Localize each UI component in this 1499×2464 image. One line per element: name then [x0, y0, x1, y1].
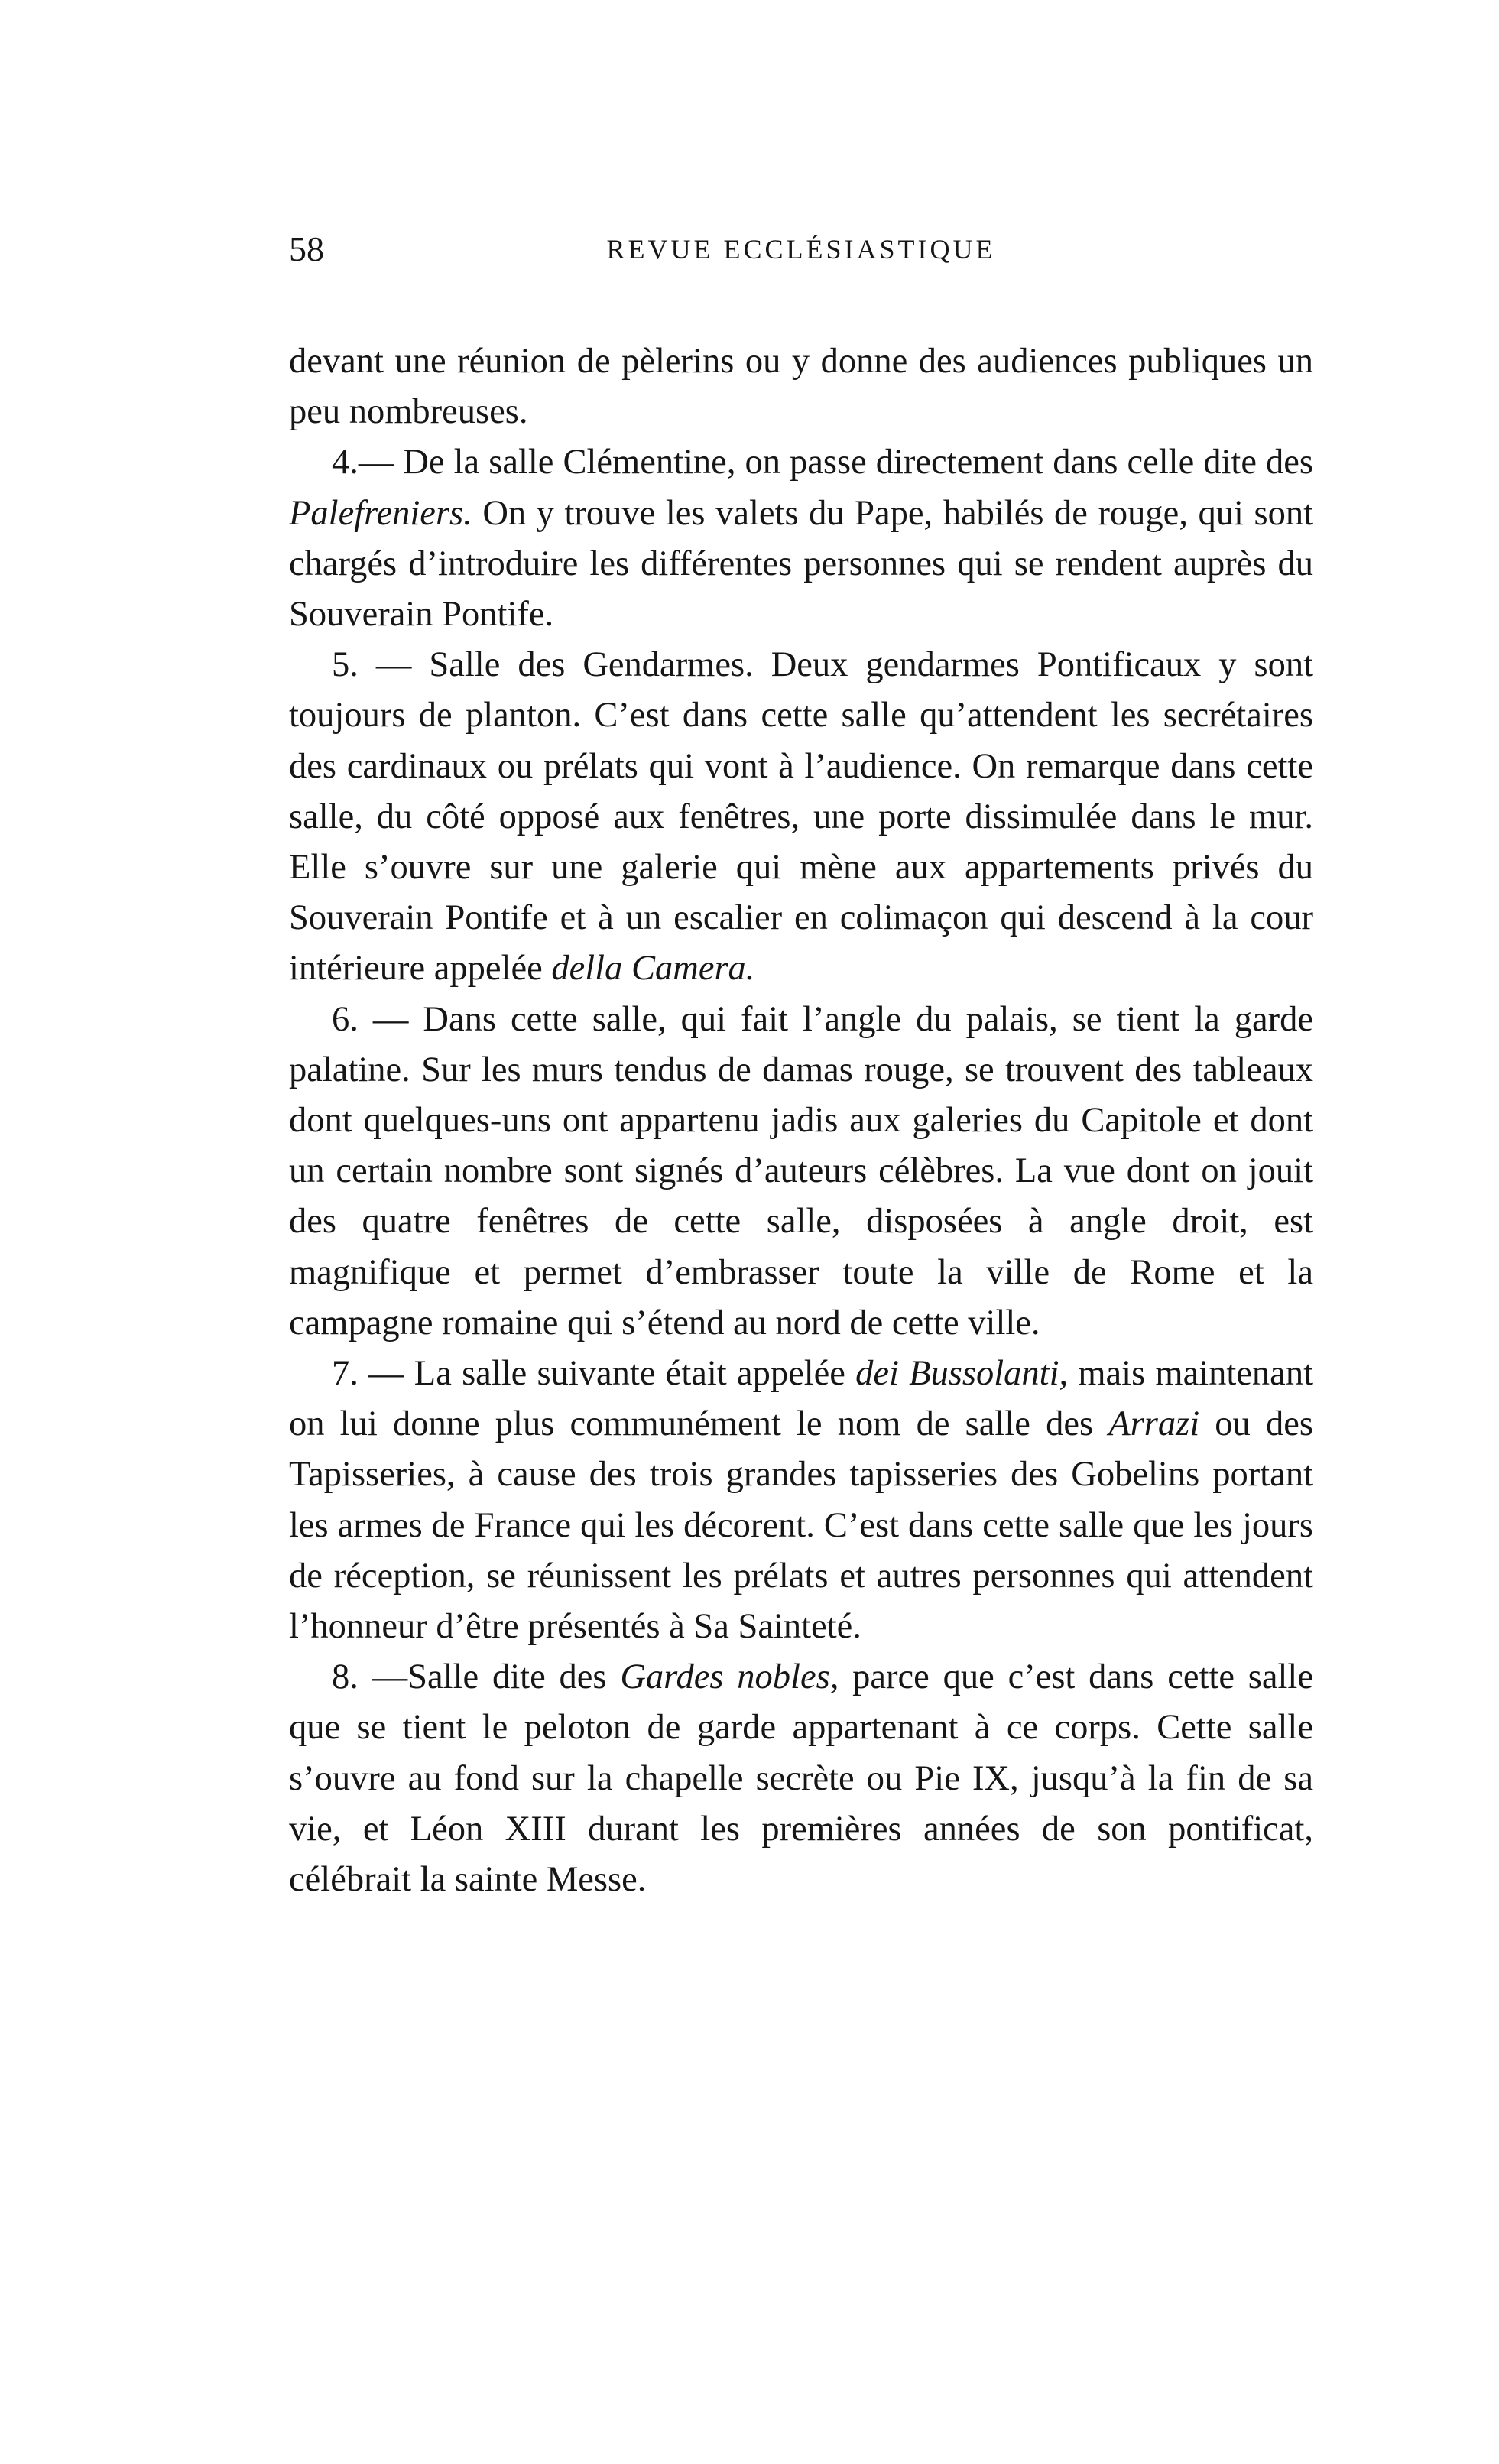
paragraph-8-italic-gardes-nobles: Gardes nobles,: [620, 1657, 839, 1697]
paragraph-7-text-c: ou des Tapisseries, à cause des trois grandes tapisseries des Gobelins portant les armes de France qui les décorent. C’est dans cette salle que les jours de réception, se réunissent les prélats et autres personnes qui attendent l’honneur d’être présentés à Sa Sainteté.: [289, 1404, 1313, 1647]
paragraph-5-italic-della-camera: della Camera.: [551, 949, 755, 989]
paragraph-8: [289, 1652, 1313, 1905]
paragraph-7-italic-arrazi: Arrazi: [1108, 1404, 1200, 1444]
paragraph-6: 6. — Dans cette salle, qui fait l’angle du palais, se tient la garde palatine. Sur les murs tendus de damas rouge, se trouvent des tableaux dont quelques-uns ont appartenu jadis aux galeries du Capitole et dont un certain nombre sont signés d’auteurs célèbres. La vue dont on jouit des quatre fenêtres de cette salle, disposées à angle droit, est magnifique et permet d’embrasser toute la ville de Rome et la campagne romaine qui s’étend au nord de cette ville.: [289, 999, 1313, 1342]
running-header: [289, 226, 1313, 272]
paragraph-8-text-a: 8. —Salle dite des: [332, 1657, 621, 1697]
paragraph-4-italic-palefreniers: Palefreniers.: [289, 493, 472, 533]
paragraph-7: [289, 1349, 1313, 1652]
paragraph-continuation: devant une réunion de pèlerins ou y donne des audiences publiques un peu nombreuses.: [289, 342, 1313, 432]
paragraph-4-text-a: 4.— De la salle Clémentine, on passe directement dans celle dite des: [332, 443, 1313, 482]
paragraph-4-text-b: On y trouve les valets du Pape, habilés de rouge, qui sont chargés d’introduire les différentes personnes qui se rendent auprès du Souverain Pontife.: [289, 493, 1313, 635]
paragraph-8-text-b: parce que c’est dans cette salle que se tient le peloton de garde appartenant à ce corps. Cette salle s’ouvre au fond sur la chapelle secrète ou Pie IX, jusqu’à la fin de sa vie, et Léon XIII durant les premières années de son pontificat, célébrait la sainte Messe.: [289, 1657, 1313, 1900]
paragraph-7-italic-bussolanti: dei Bussolanti,: [855, 1354, 1069, 1394]
paragraph-4: [289, 437, 1313, 640]
paragraph-5: [289, 640, 1313, 994]
paragraph-7-text-b: mais maintenant on lui donne plus communément le nom de salle des: [289, 1354, 1313, 1444]
paragraph-5-text-a: 5. — Salle des Gendarmes. Deux gendarmes Pontificaux y sont toujours de planton. C’est dans cette salle qu’attendent les secrétaires des cardinaux ou prélats qui vont à l’audience. On remarque dans cette salle, du côté opposé aux fenêtres, une porte dissimulée dans le mur. Elle s’ouvre sur une galerie qui mène aux appartements privés du Souverain Pontife et à un escalier en colimaçon qui descend à la cour intérieure appelée: [289, 645, 1313, 989]
page-number: 58: [289, 229, 324, 268]
body-text: [289, 336, 1313, 1905]
paragraph-7-text-a: 7. — La salle suivante était appelée: [332, 1354, 856, 1394]
journal-title: REVUE ECCLÉSIASTIQUE: [606, 234, 996, 265]
